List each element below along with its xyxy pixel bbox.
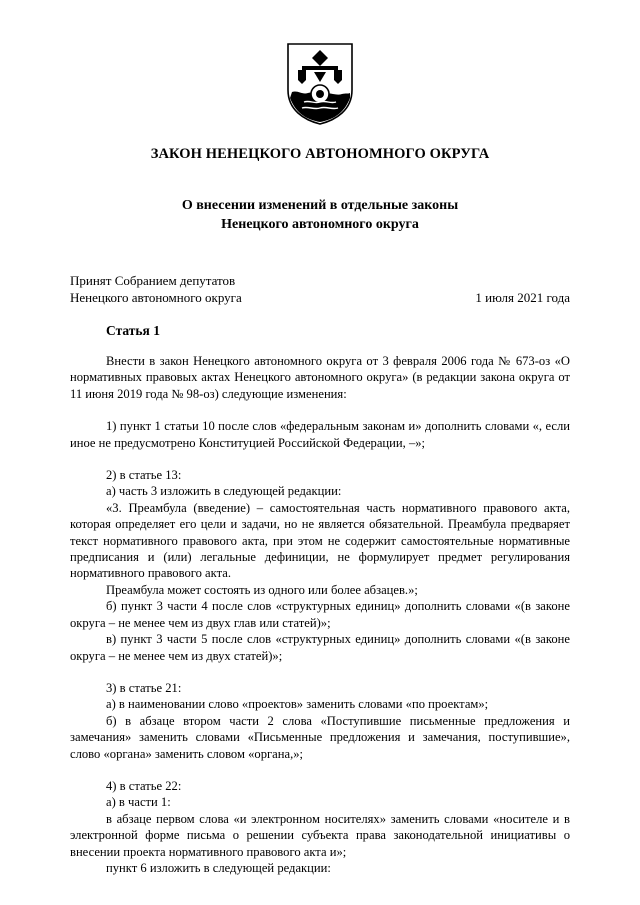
paragraph: 2) в статье 13: bbox=[106, 468, 182, 483]
paragraph: Преамбула может состоять из одного или более абзацев.»; bbox=[106, 582, 418, 597]
paragraph: а) в части 1: bbox=[106, 795, 171, 810]
paragraph: 3) в статье 21: bbox=[106, 680, 182, 695]
paragraph: Внести в закон Ненецкого автономного округа от 3 февраля 2006 года № 673-оз «О нормативных правовых актах Ненецкого автономного округа» (в редакции закона округа от 11 июня 2019 года № 98-оз) следующие изменения: bbox=[70, 354, 570, 401]
adoption-info bbox=[70, 272, 242, 306]
paragraph: в абзаце первом слова «и электронном носителях» заменить словами «носителе и в электронной форме письма о решении субъекта права законодательной инициативы о внесении проекта нормативного правового акта и»; bbox=[70, 811, 570, 859]
article-title: Статья 1 bbox=[106, 323, 160, 338]
subtitle-line-1: О внесении изменений в отдельные законы bbox=[181, 198, 459, 213]
paragraph: в) пункт 3 части 5 после слов «структурных единиц» дополнить словами «(в законе округа – не менее чем из двух статей)»; bbox=[70, 632, 570, 663]
paragraph: а) в наименовании слово «проектов» заменить словами «по проектам»; bbox=[106, 697, 489, 712]
paragraph: 1) пункт 1 статьи 10 после слов «федеральным законам и» дополнить словами «, если иное не предусмотрено Конституцией Российской Федерации, –»; bbox=[70, 419, 570, 450]
adoption-line-1: Принят Собранием депутатов bbox=[70, 273, 236, 288]
adoption-date: 1 июля 2021 года bbox=[475, 290, 570, 305]
paragraph: 4) в статье 22: bbox=[106, 778, 182, 793]
article-body bbox=[70, 353, 570, 876]
law-title: ЗАКОН НЕНЕЦКОГО АВТОНОМНОГО ОКРУГА bbox=[150, 146, 490, 162]
paragraph: «3. Преамбула (введение) – самостоятельная часть нормативного правового акта, которая определяет его цели и задачи, но не является обязательной. Преамбула предваряет текст нормативного правового акта, при этом не содержит самостоятельные нормативные предписания и (или) легальные дефиниции, не формулирует предмет регулирования нормативного правового акта. bbox=[70, 500, 570, 581]
paragraph: б) пункт 3 части 4 после слов «структурных единиц» дополнить словами «(в законе округа – не менее чем из двух глав или статей)»; bbox=[70, 599, 570, 630]
nenets-coat-of-arms-icon bbox=[284, 40, 356, 126]
paragraph: а) часть 3 изложить в следующей редакции: bbox=[106, 484, 342, 499]
paragraph: пункт 6 изложить в следующей редакции: bbox=[106, 860, 331, 875]
paragraph: б) в абзаце втором части 2 слова «Поступившие письменные предложения и замечания» заменить словами «Письменные предложения и замечания, поступившие», слово «органа» заменить словом «органа,»; bbox=[70, 713, 570, 761]
adoption-line-2: Ненецкого автономного округа bbox=[70, 290, 242, 305]
law-subtitle bbox=[0, 196, 640, 234]
subtitle-line-2: Ненецкого автономного округа bbox=[221, 217, 419, 232]
